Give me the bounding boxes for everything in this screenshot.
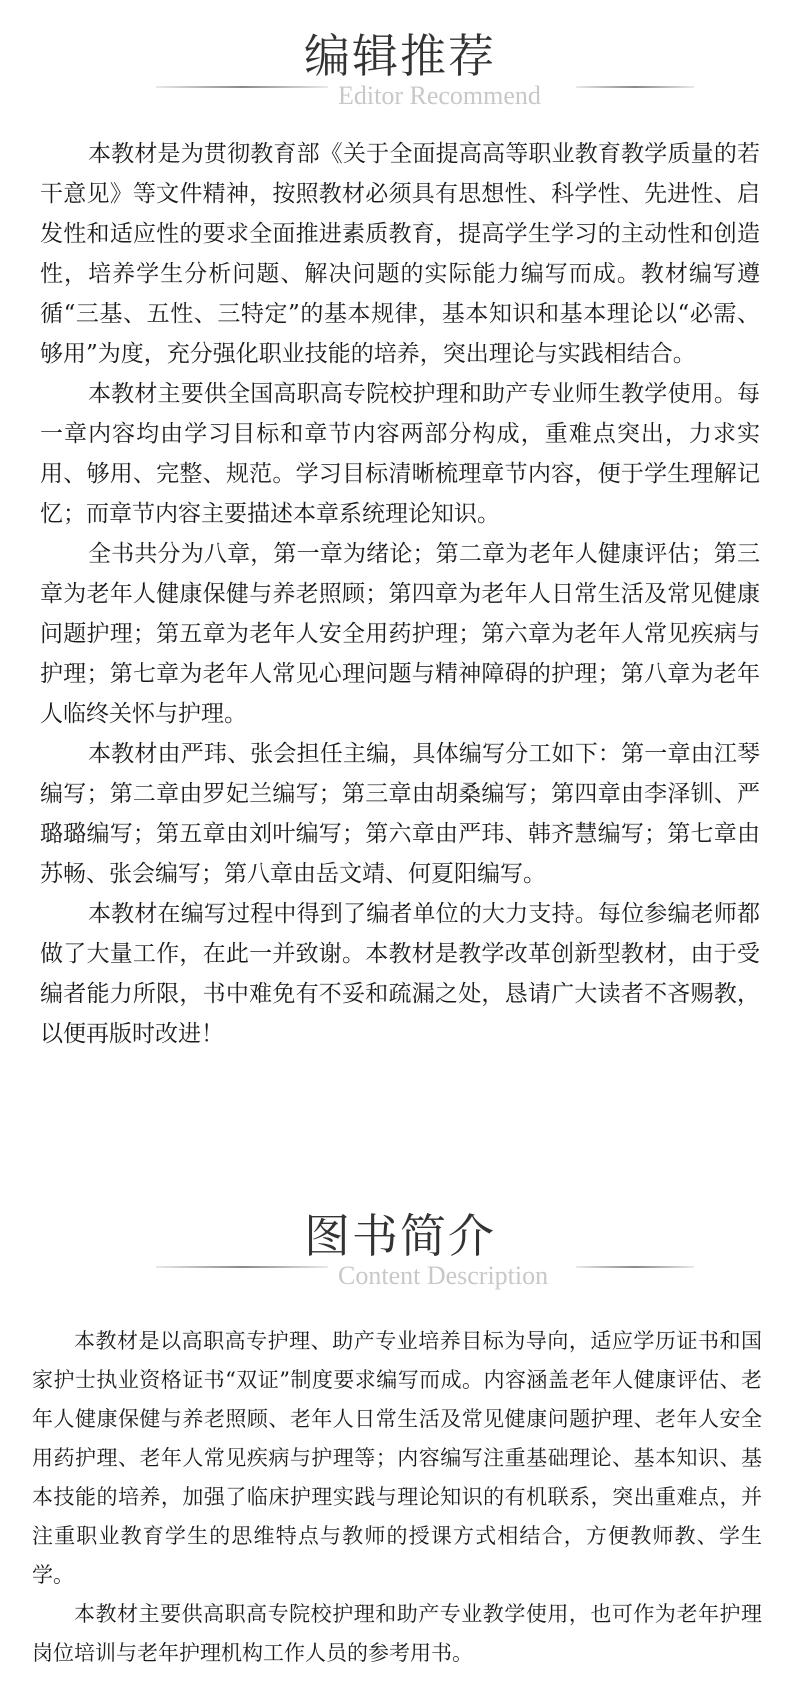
paragraph: 本教材由严玮、张会担任主编，具体编写分工如下：第一章由江琴编写；第二章由罗妃兰编写；第三章由胡桑编写；第四章由李泽钏、严璐璐编写；第五章由刘叶编写；第六章由严玮、韩齐慧编写；第七章由苏畅、张会编写；第八章由岳文靖、何夏阳编写。 bbox=[40, 741, 760, 887]
paragraph: 本教材主要供高职高专院校护理和助产专业教学使用，也可作为老年护理岗位培训与老年护理机构工作人员的参考用书。 bbox=[32, 1602, 762, 1665]
section-header bbox=[0, 0, 800, 128]
section-title: 图书简介 bbox=[304, 1209, 496, 1263]
paragraph: 全书共分为八章，第一章为绪论；第二章为老年人健康评估；第三章为老年人健康保健与养老照顾；第四章为老年人日常生活及常见健康问题护理；第五章为老年人安全用药护理；第六章为老年人常见疾病与护理；第七章为老年人常见心理问题与精神障碍的护理；第八章为老年人临终关怀与护理。 bbox=[40, 541, 760, 727]
divider-line-right bbox=[576, 86, 694, 88]
paragraph: 本教材是以高职高专护理、助产专业培养目标为导向，适应学历证书和国家护士执业资格证书“双证”制度要求编写而成。内容涵盖老年人健康评估、老年人健康保健与养老照顾、老年人日常生活及常见健康问题护理、老年人安全用药护理、老年人常见疾病与护理等；内容编写注重基础理论、基本知识、基本技能的培养，加强了临床护理实践与理论知识的有机联系，突出重难点，并注重职业教育学生的思维特点与教师的授课方式相结合，方便教师教、学生学。 bbox=[32, 1329, 762, 1587]
section-title: 编辑推荐 bbox=[304, 29, 496, 83]
paragraph: 本教材在编写过程中得到了编者单位的大力支持。每位参编老师都做了大量工作，在此一并致谢。本教材是教学改革创新型教材，由于受编者能力所限，书中难免有不妥和疏漏之处，恳请广大读者不吝赐教，以便再版时改进！ bbox=[40, 901, 760, 1047]
paragraph: 本教材主要供全国高职高专院校护理和助产专业师生教学使用。每一章内容均由学习目标和章节内容两部分构成，重难点突出，力求实用、够用、完整、规范。学习目标清晰梳理章节内容，便于学生理解记忆；而章节内容主要描述本章系统理论知识。 bbox=[40, 381, 760, 527]
editor-recommend-text bbox=[40, 134, 760, 1054]
content-description-text bbox=[32, 1322, 762, 1673]
content-description-section bbox=[0, 1180, 800, 1706]
paragraph: 本教材是为贯彻教育部《关于全面提高高等职业教育教学质量的若干意见》等文件精神，按照教材必须具有思想性、科学性、先进性、启发性和适应性的要求全面推进素质教育，提高学生学习的主动性和创造性，培养学生分析问题、解决问题的实际能力编写而成。教材编写遵循“三基、五性、三特定”的基本规律，基本知识和基本理论以“必需、够用”为度，充分强化职业技能的培养，突出理论与实践相结合。 bbox=[40, 141, 760, 367]
section-subtitle: Content Description bbox=[338, 1261, 549, 1290]
divider-line-left bbox=[156, 1266, 328, 1268]
divider-line-right bbox=[576, 1266, 694, 1268]
section-header bbox=[0, 1180, 800, 1308]
divider-line-left bbox=[156, 86, 328, 88]
section-subtitle: Editor Recommend bbox=[338, 81, 541, 110]
